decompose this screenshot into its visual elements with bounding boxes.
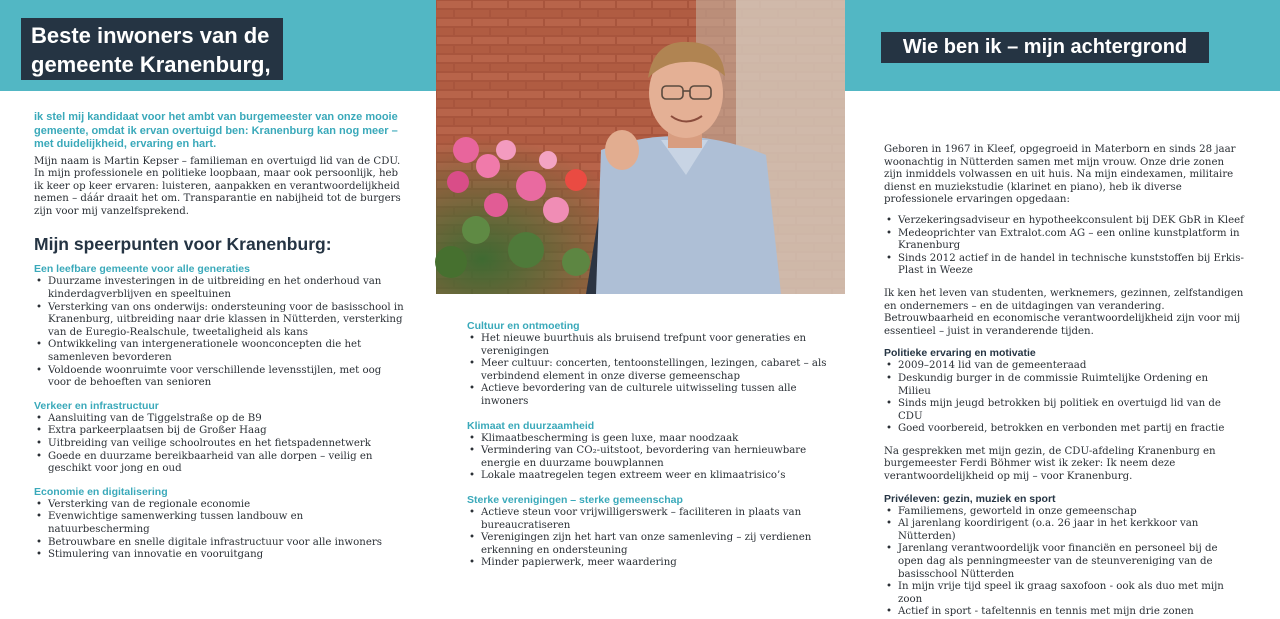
lead-text: ik stel mij kandidaat voor het ambt van burgemeester van onze mooie gemeente, omdat ik ervan overtuigd ben: Kranenburg kan nog meer – met duidelijkheid, ervaring en hart. (34, 111, 398, 150)
section-heading: Verkeer en infrastructuur (34, 399, 159, 412)
bullet-list (467, 433, 827, 483)
politics-heading: Politieke ervaring en motivatie (884, 347, 1036, 360)
list-item: • Goede en duurzame bereikbaarheid van alle dorpen – veilig en geschikt voor jong en oud (34, 451, 404, 476)
private-life-heading: Privéleven: gezin, muziek en sport (884, 492, 1056, 505)
section-heading: Cultuur en ontmoeting (467, 320, 580, 332)
bullet-list (34, 413, 404, 476)
section-heading: Economie en digitalisering (34, 485, 168, 498)
list-item: • Sinds mijn jeugd betrokken bij politiek en overtuigd lid van de CDU (884, 398, 1244, 423)
bullet-list (467, 333, 827, 409)
intro-text: Mijn naam is Martin Kepser – familieman en overtuigd lid van de CDU. In mijn professionele en politieke loopbaan, maar ook persoonlijk, heb ik keer op keer ervaren: luisteren, aanpakken en verantwoordelijkheid nemen – dáár draait het om. Transparantie en nabijheid tot de burgers zijn voor mij vanzelfsprekend. (34, 155, 401, 217)
list-item: • Verenigingen zijn het hart van onze samenleving – zij verdienen erkenning en ondersteuning (467, 532, 827, 557)
list-item: • Actief in sport - tafeltennis en tennis met mijn drie zonen (884, 606, 1244, 619)
left-column (34, 111, 404, 562)
page-title: Beste inwoners van de gemeente Kranenburg, (21, 18, 283, 80)
list-item: • Betrouwbare en snelle digitale infrastructuur voor alle inwoners (34, 537, 404, 550)
list-item: • Ontwikkeling van intergenerationele woonconcepten die het samenleven bevorderen (34, 339, 404, 364)
list-item: • Evenwichtige samenwerking tussen landbouw en natuurbescherming (34, 511, 404, 536)
list-item: • Minder papierwerk, meer waardering (467, 557, 827, 570)
biography-intro: Geboren in 1967 in Kleef, opgegroeid in Materborn en sinds 28 jaar woonachtig in Nütterden samen met mijn vrouw. Onze drie zonen zijn inmiddels volwassen en uit huis. Na mijn eindexamen, militaire dienst en muziekstudie (klarinet en piano), heb ik diverse professionele ervaringen opgedaan: (884, 144, 1236, 206)
politics-list (884, 360, 1244, 436)
list-item: • Verzekeringsadviseur en hypotheekconsulent bij DEK GbR in Kleef (884, 215, 1244, 228)
biography-paragraph: Ik ken het leven van studenten, werknemers, gezinnen, zelfstandigen en ondernemers – en de uitdagingen van verandering. Betrouwbaarheid en economische verantwoordelijkheid zijn voor mij essentieel – juist in veranderende tijden. (884, 287, 1244, 337)
bullet-list (34, 499, 404, 562)
list-item: • Sinds 2012 actief in de handel in technische kunststoffen bij Erkis-Plast in Weeze (884, 253, 1244, 278)
list-item: • Versterking van ons onderwijs: ondersteuning voor de basisschool in Kranenburg, uitbreiding naar drie klassen in Nütterden, versterking van de Euregio-Realschule, tweetaligheid als kans (34, 302, 404, 340)
section-heading: Klimaat en duurzaamheid (467, 419, 595, 432)
list-item: • Actieve bevordering van de culturele uitwisseling tussen alle inwoners (467, 383, 827, 408)
decision-paragraph: Na gesprekken met mijn gezin, de CDU-afdeling Kranenburg en burgemeester Ferdi Böhmer wist ik zeker: Ik neem deze verantwoordelijkheid op mij – voor Kranenburg. (884, 445, 1216, 483)
list-item: • Versterking van de regionale economie (34, 499, 404, 512)
right-column (884, 144, 1244, 619)
section-title-background: Wie ben ik – mijn achtergrond (881, 32, 1209, 63)
list-item: • In mijn vrije tijd speel ik graag saxofoon - ook als duo met mijn zoon (884, 581, 1244, 606)
list-item: • Goed voorbereid, betrokken en verbonden met partij en fractie (884, 423, 1244, 436)
middle-column (467, 320, 827, 570)
priorities-heading: Mijn speerpunten voor Kranenburg: (34, 234, 332, 255)
list-item: • Jarenlang verantwoordelijk voor financiën en personeel bij de open dag als penningmeester van de steunvereniging van de basisschool Nütterden (884, 543, 1244, 581)
list-item: • Vermindering van CO₂-uitstoot, bevordering van hernieuwbare energie en duurzame bouwplannen (467, 445, 827, 470)
section-heading: Een leefbare gemeente voor alle generaties (34, 263, 250, 276)
section-heading: Sterke verenigingen – sterke gemeenschap (467, 493, 683, 506)
list-item: • Klimaatbescherming is geen luxe, maar noodzaak (467, 433, 827, 446)
bullet-list (467, 507, 827, 570)
list-item: • Lokale maatregelen tegen extreem weer en klimaatrisico’s (467, 470, 827, 483)
list-item: • 2009–2014 lid van de gemeenteraad (884, 360, 1244, 373)
list-item: • Al jarenlang koordirigent (o.a. 26 jaar in het kerkkoor van Nütterden) (884, 518, 1244, 543)
jobs-list (884, 215, 1244, 278)
portrait-photo (436, 0, 845, 294)
private-life-list (884, 506, 1244, 619)
list-item: • Het nieuwe buurthuis als bruisend trefpunt voor generaties en verenigingen (467, 333, 827, 358)
list-item: • Medeoprichter van Extralot.com AG – een online kunstplatform in Kranenburg (884, 228, 1244, 253)
list-item: • Meer cultuur: concerten, tentoonstellingen, lezingen, cabaret – als verbindend element in onze diverse gemeenschap (467, 358, 827, 383)
list-item: • Extra parkeerplaatsen bij de Großer Haag (34, 425, 404, 438)
list-item: • Familiemens, geworteld in onze gemeenschap (884, 506, 1244, 519)
list-item: • Stimulering van innovatie en vooruitgang (34, 549, 404, 562)
bullet-list (34, 276, 404, 389)
list-item: • Duurzame investeringen in de uitbreiding en het onderhoud van kinderdagverblijven en speeltuinen (34, 276, 404, 301)
list-item: • Voldoende woonruimte voor verschillende levensstijlen, met oog voor de behoeften van senioren (34, 365, 404, 390)
list-item: • Actieve steun voor vrijwilligerswerk – faciliteren in plaats van bureaucratiseren (467, 507, 827, 532)
list-item: • Uitbreiding van veilige schoolroutes en het fietspadennetwerk (34, 438, 404, 451)
list-item: • Aansluiting van de Tiggelstraße op de B9 (34, 413, 404, 426)
list-item: • Deskundig burger in de commissie Ruimtelijke Ordening en Milieu (884, 373, 1244, 398)
